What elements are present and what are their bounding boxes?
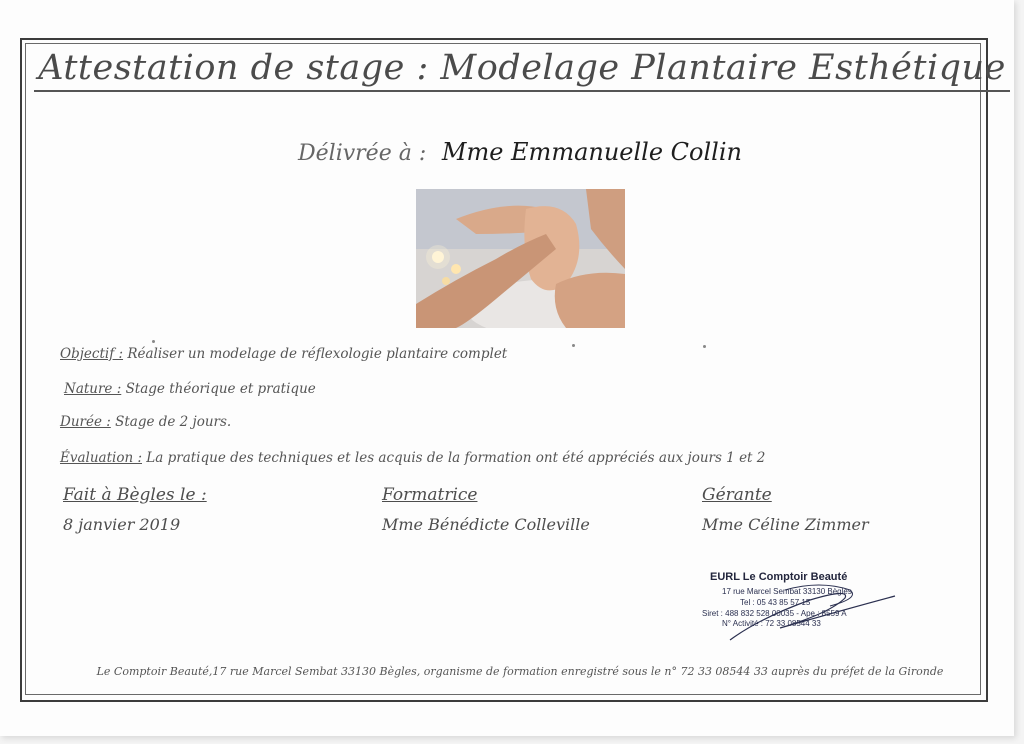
recipient-name: Mme Emmanuelle Collin — [441, 138, 742, 166]
stamp-address: 17 rue Marcel Sembat 33130 Bègles — [722, 587, 852, 596]
nature-field — [64, 381, 316, 397]
delivered-label: Délivrée à : — [298, 141, 427, 166]
objective-label: Objectif : — [60, 346, 124, 362]
objective-value: Réaliser un modelage de réflexologie plantaire complet — [127, 346, 508, 362]
speck — [572, 344, 575, 347]
stamp-company: EURL Le Comptoir Beauté — [710, 571, 848, 583]
speck — [152, 340, 155, 343]
company-stamp — [700, 568, 900, 648]
trainer-label: Formatrice — [382, 485, 478, 505]
handwritten-signature — [700, 568, 900, 648]
foot-massage-photo — [416, 189, 625, 328]
foot-massage-illustration — [416, 189, 625, 328]
speck — [703, 345, 706, 348]
manager-name: Mme Céline Zimmer — [702, 515, 869, 534]
evaluation-label: Évaluation : — [60, 450, 142, 466]
duration-value: Stage de 2 jours. — [115, 414, 232, 430]
objective-field — [60, 346, 507, 362]
evaluation-value: La pratique des techniques et les acquis de la formation ont été appréciés aux jours 1 et 2 — [146, 450, 766, 466]
recipient-line — [0, 138, 1024, 166]
place-label: Fait à Bègles le : — [63, 485, 207, 505]
duration-label: Durée : — [60, 414, 111, 430]
manager-block — [702, 485, 869, 534]
duration-field — [60, 414, 231, 430]
manager-label: Gérante — [702, 485, 772, 505]
stamp-phone: Tel : 05 43 85 57 15 — [740, 598, 811, 607]
trainer-name: Mme Bénédicte Colleville — [382, 515, 590, 534]
evaluation-field — [60, 450, 765, 466]
stamp-activity: N° Activité : 72 33 08544 33 — [722, 619, 821, 628]
trainer-block — [382, 485, 590, 534]
stamp-siret: Siret : 488 832 528 00035 - Ape : 8559 A — [702, 609, 847, 618]
place-date-block — [63, 485, 207, 534]
nature-label: Nature : — [64, 381, 122, 397]
document-title: Attestation de stage : Modelage Plantaire Esthétique — [0, 48, 1024, 88]
nature-value: Stage théorique et pratique — [125, 381, 316, 397]
date-value: 8 janvier 2019 — [63, 515, 181, 534]
footer-text: Le Comptoir Beauté,17 rue Marcel Sembat 33130 Bègles, organisme de formation enregistré sous le n° 72 33 08544 33 auprès du préfet de la Gironde — [96, 665, 944, 678]
